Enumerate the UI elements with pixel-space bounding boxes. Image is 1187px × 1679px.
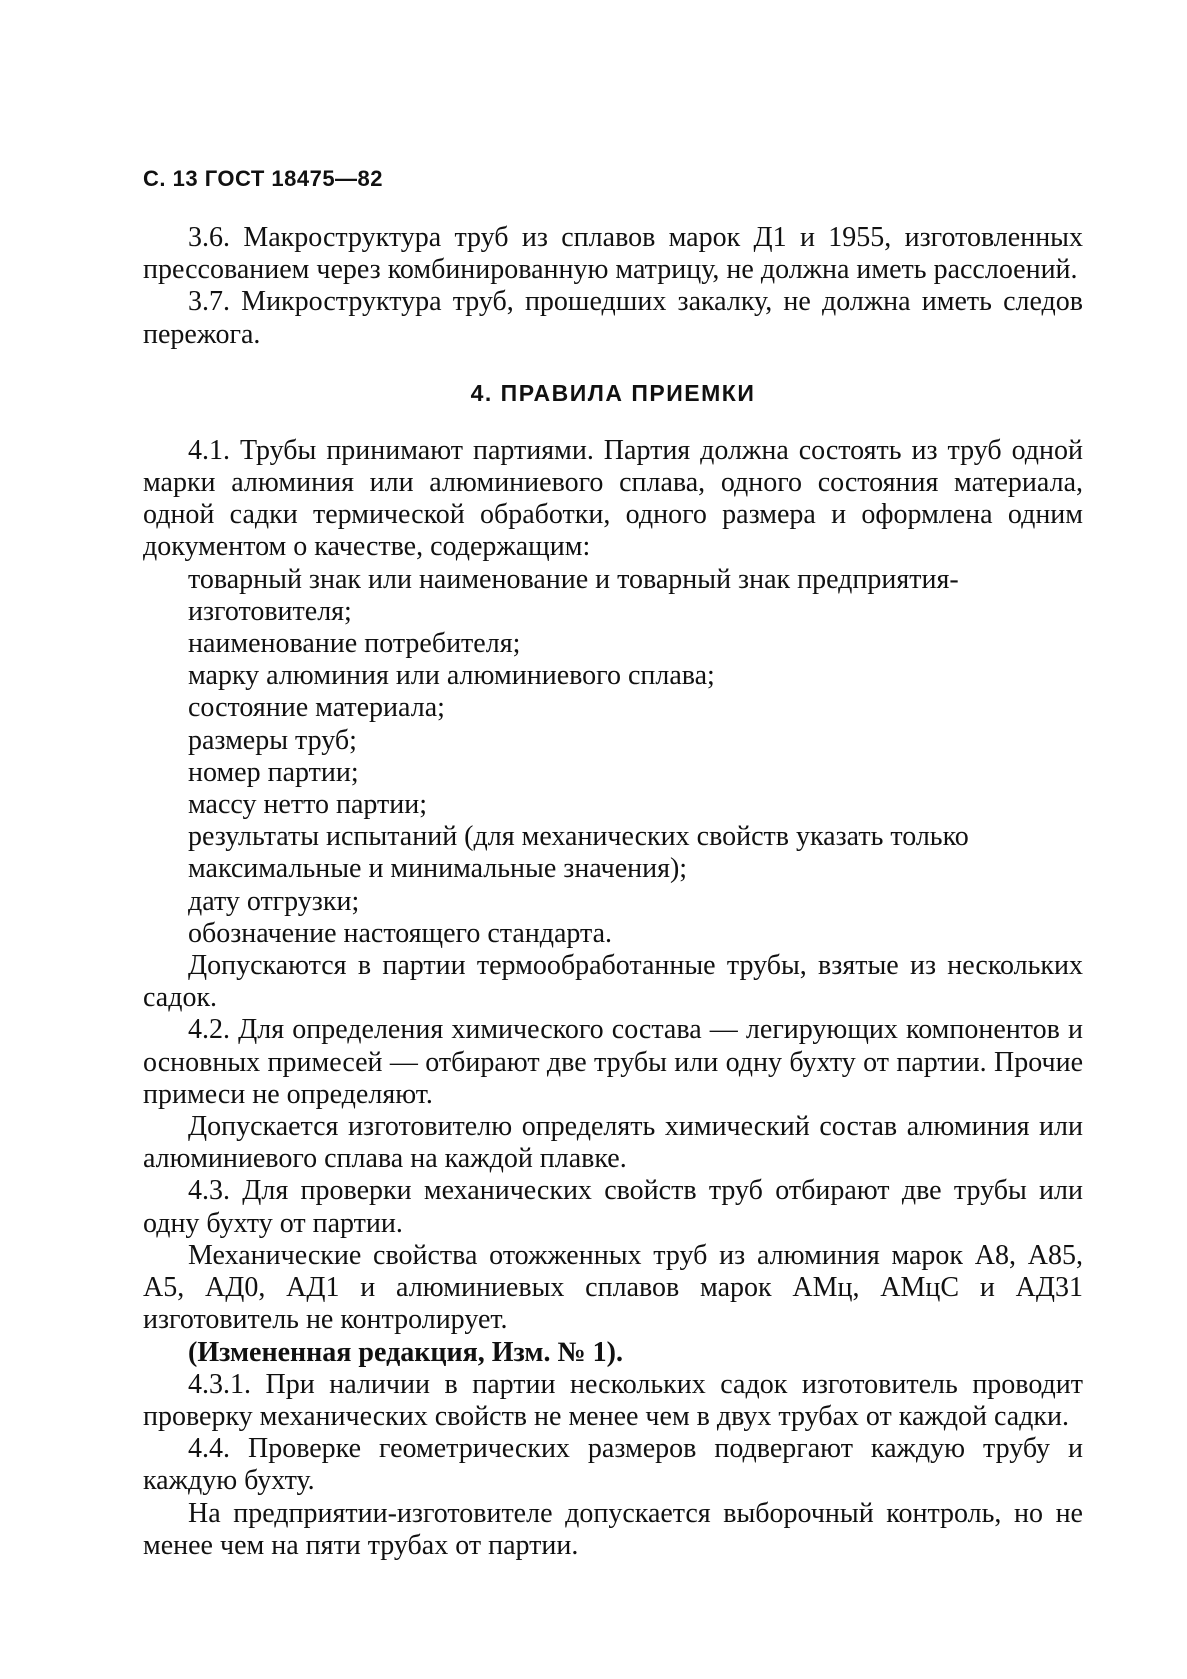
page-header: С. 13 ГОСТ 18475—82 [143,166,384,191]
list-item: состояние материала; [188,692,445,724]
list-item: наименование потребителя; [188,628,521,660]
document-body [143,222,1083,1562]
paragraph-4-2-note: Допускается изготовителю определять химический состав алюминия или алюминиевого сплава на каждой плавке. [143,1111,1083,1175]
list-item: марку алюминия или алюминиевого сплава; [188,660,715,692]
list-item: размеры труб; [188,724,357,756]
paragraph-4-3: 4.3. Для проверки механических свойств труб отбирают две трубы или одну бухту от партии. [143,1175,1083,1239]
list-item: дату отгрузки; [188,885,360,917]
paragraph-4-1-note: Допускаются в партии термообработанные трубы, взятые из нескольких садок. [143,950,1083,1014]
paragraph-3-6: 3.6. Макроструктура труб из сплавов марок Д1 и 1955, изготовленных прессованием через комбинированную матрицу, не должна иметь расслоений. [143,222,1083,286]
paragraph-4-1: 4.1. Трубы принимают партиями. Партия должна состоять из труб одной марки алюминия или алюминиевого сплава, одного состояния материала, одной садки термической обработки, одного размера и оформлена одним документом о качестве, содержащим: [143,434,1083,563]
list-item: товарный знак или наименование и товарный знак предприятия-изготовителя; [188,563,959,627]
paragraph-4-3-note: Механические свойства отожженных труб из алюминия марок А8, А85, А5, АД0, АД1 и алюминиевых сплавов марок АМц, АМцС и АД31 изготовитель не контролирует. [143,1239,1083,1336]
list-item: результаты испытаний (для механических свойств указать только максимальные и минимальные значения); [188,821,969,885]
list-item: массу нетто партии; [188,789,427,821]
paragraph-3-7: 3.7. Микроструктура труб, прошедших закалку, не должна иметь следов пережога. [143,286,1083,350]
amendment-note: (Измененная редакция, Изм. № 1). [188,1336,623,1368]
paragraph-4-2: 4.2. Для определения химического состава — легирующих компонентов и основных примесей — отбирают две трубы или одну бухту от партии. Прочие примеси не определяют. [143,1014,1083,1110]
list-item: обозначение настоящего стандарта. [188,917,613,949]
paragraph-4-3-1: 4.3.1. При наличии в партии нескольких садок изготовитель проводит проверку механических свойств не менее чем в двух трубах от каждой садки. [143,1368,1083,1432]
paragraph-4-4-note: На предприятии-изготовителе допускается выборочный контроль, но не менее чем на пяти трубах от партии. [143,1497,1083,1561]
paragraph-4-4: 4.4. Проверке геометрических размеров подвергают каждую трубу и каждую бухту. [143,1433,1083,1497]
list-item: номер партии; [188,756,359,788]
section-title: 4. ПРАВИЛА ПРИЕМКИ [470,379,756,406]
